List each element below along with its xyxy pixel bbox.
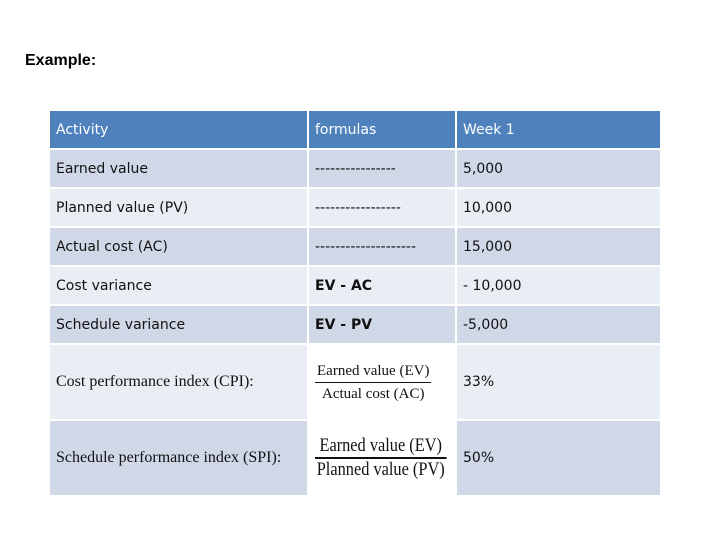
activity-cell: Cost performance index (CPI): — [49, 344, 308, 420]
week-1-cell: -5,000 — [456, 305, 661, 344]
formula-cell: -------------------- — [308, 227, 456, 266]
week-1-cell: 50% — [456, 420, 661, 496]
activity-cell: Earned value — [49, 149, 308, 188]
column-header-formulas: formulas — [308, 110, 456, 149]
example-heading: Example: — [25, 52, 97, 69]
formula-cell — [308, 344, 456, 420]
activity-cell: Actual cost (AC) — [49, 227, 308, 266]
table-row-cpi — [49, 344, 661, 420]
table-row-actual-cost — [49, 227, 661, 266]
table-row-schedule-variance — [49, 305, 661, 344]
formula-cell: ----------------- — [308, 188, 456, 227]
formula-cell: EV - AC — [308, 266, 456, 305]
formula-cell — [308, 420, 456, 496]
spi-fraction — [315, 436, 446, 480]
earned-value-table — [48, 109, 662, 497]
table-row-earned-value — [49, 149, 661, 188]
week-1-cell: 33% — [456, 344, 661, 420]
fraction-denominator: Planned value (PV) — [316, 459, 445, 480]
formula-cell: ---------------- — [308, 149, 456, 188]
fraction-numerator: Earned value (EV) — [317, 362, 430, 379]
activity-cell: Planned value (PV) — [49, 188, 308, 227]
formula-cell: EV - PV — [308, 305, 456, 344]
week-1-cell: - 10,000 — [456, 266, 661, 305]
activity-cell: Schedule variance — [49, 305, 308, 344]
table-row-cost-variance — [49, 266, 661, 305]
table-row-spi — [49, 420, 661, 496]
fraction-numerator: Earned value (EV) — [319, 435, 442, 456]
week-1-cell: 5,000 — [456, 149, 661, 188]
week-1-cell: 15,000 — [456, 227, 661, 266]
cpi-fraction — [315, 361, 431, 404]
column-header-activity: Activity — [49, 110, 308, 149]
table-row-planned-value — [49, 188, 661, 227]
column-header-week-1: Week 1 — [456, 110, 661, 149]
fraction-denominator: Actual cost (AC) — [321, 385, 425, 402]
activity-cell: Schedule performance index (SPI): — [49, 420, 308, 496]
week-1-cell: 10,000 — [456, 188, 661, 227]
table-header-row — [49, 110, 661, 149]
fraction-bar — [315, 382, 431, 383]
activity-cell: Cost variance — [49, 266, 308, 305]
